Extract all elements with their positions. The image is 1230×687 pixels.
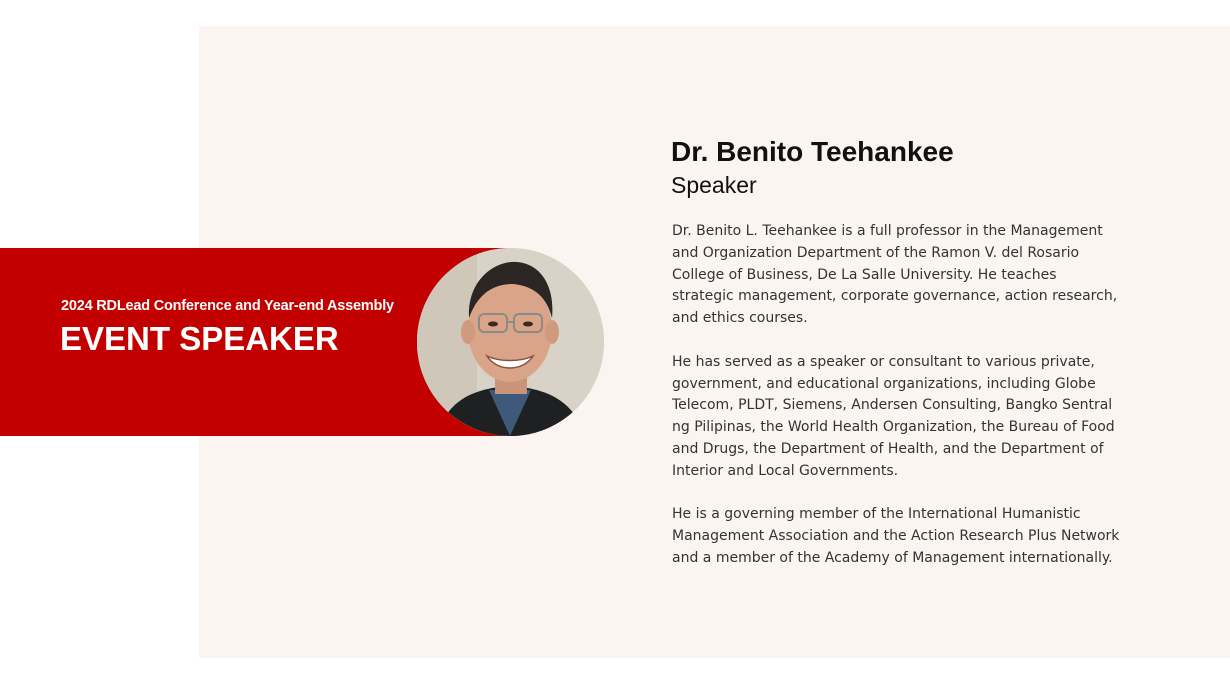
speaker-bio [672, 221, 1122, 592]
speaker-photo [417, 248, 604, 436]
bio-paragraph: He has served as a speaker or consultant to various private, government, and educational organizations, including Globe Telecom, PLDT, Siemens, Andersen Consulting, Bangko Sentral ng Pilipinas, the World Health Organization, the Bureau of Food and Drugs, the Department of Health, and the Department of Interior and Local Governments. [672, 353, 1115, 479]
speaker-role: Speaker [671, 172, 757, 198]
speaker-name: Dr. Benito Teehankee [671, 136, 954, 167]
bio-paragraph: He is a governing member of the International Humanistic Management Association and the Action Research Plus Network and a member of the Academy of Management internationally. [672, 506, 1120, 566]
bio-paragraph: Dr. Benito L. Teehankee is a full professor in the Management and Organization Department of the Ramon V. del Rosario College of Business, De La Salle University. He teaches strategic management, corporate governance, action research, and ethics courses. [672, 223, 1118, 327]
banner-title: EVENT SPEAKER [60, 320, 339, 357]
banner-subtitle: 2024 RDLead Conference and Year-end Assembly [61, 298, 394, 314]
